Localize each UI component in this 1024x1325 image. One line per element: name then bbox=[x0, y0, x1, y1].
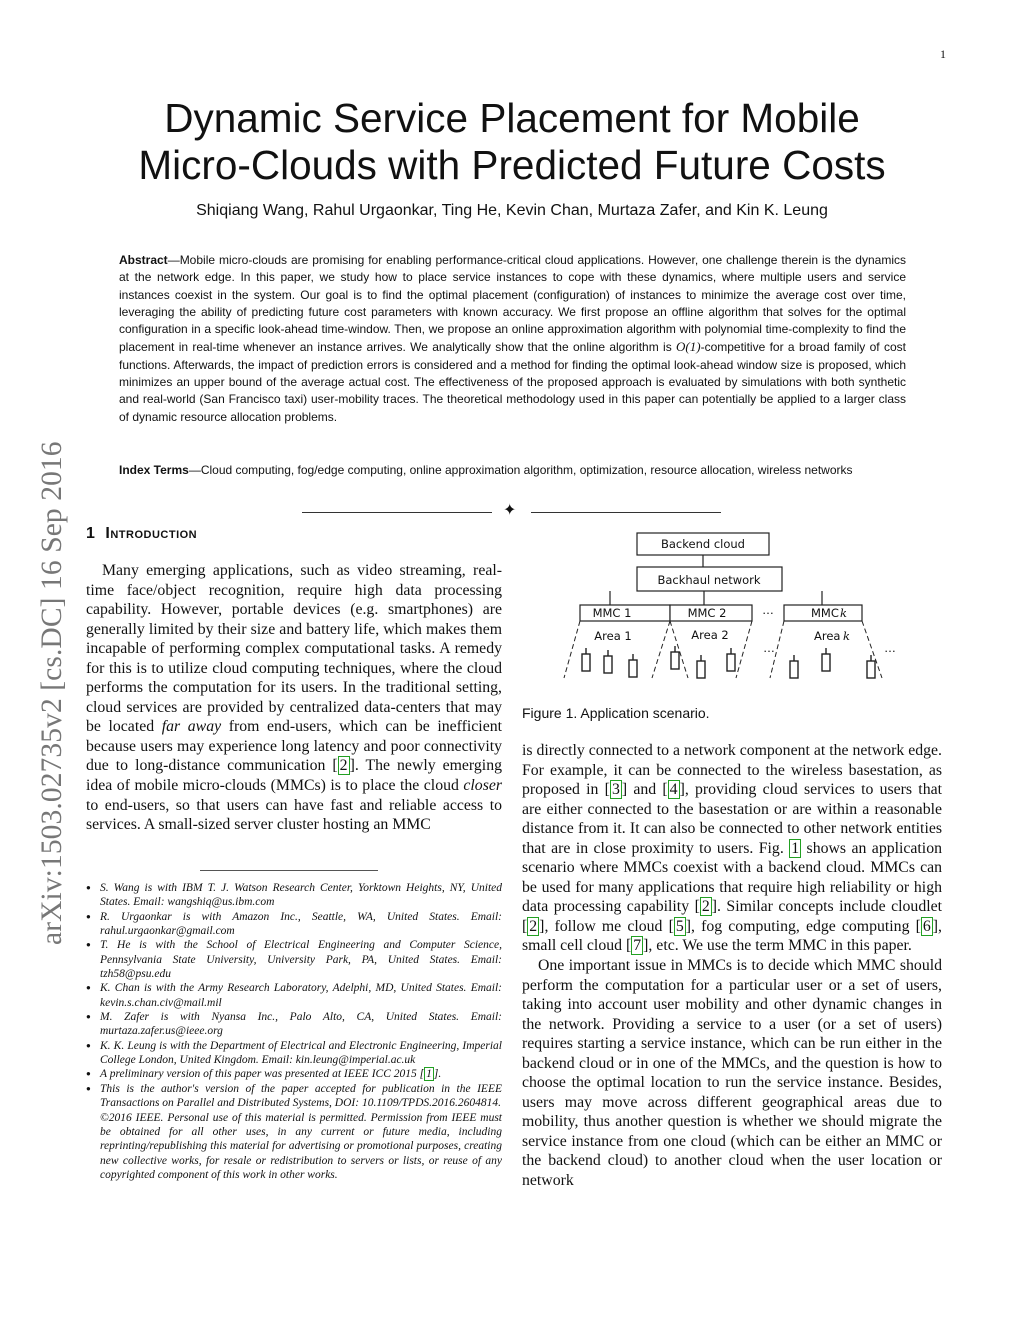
intro-right-text-b: and bbox=[627, 781, 663, 799]
section-number: 1 bbox=[86, 525, 96, 542]
intro-emphasis-far-away: far away bbox=[161, 718, 222, 736]
abstract-text-part-1: Mobile micro-clouds are promising for enabling performance-critical cloud applications. However, one challenge therein is the dynamics at the network edge. In this paper, we study how to place service instances to cope with these dynamics, where multiple users and service instances coexist in the system. Our goal is to find the optimal placement (configuration) of instances to minimize the average cost over time, leveraging the ability of predicting future cost parameters with known accuracy. We first propose an offline algorithm that solves for the optimal configuration in a specific look-ahead time-window. Then, we propose an online approximation algorithm with polynomial time-complexity to find the placement in real-time whenever an instance arrives. We analytically show that the online algorithm is bbox=[119, 253, 906, 355]
abstract-label: Abstract bbox=[119, 253, 168, 267]
intro-p1-text-d: to end-users, so that users can have fast and reliable access to services. A small-sized server cluster hosting an MMC bbox=[86, 796, 502, 834]
index-terms bbox=[119, 462, 906, 479]
intro-paragraph-2: One important issue in MMCs is to decide which MMC should perform the computation for a particular user or a set of users, taking into account user mobility and other dynamic changes in the network. Providing a service to a user (or a set of users) requires starting a service instance, which can be run either in the backend cloud or in one of the MMCs, and the question is how to choose the optimal location to run the service instance. Besides, users may move across different geographical areas due to mobility, thus another question is whether we should migrate the service instance from one cloud (which can be either an MMC or the backend cloud) to another cloud when the user location or network bbox=[522, 957, 942, 1190]
footnote-urgaonkar: ● R. Urgaonkar is with Amazon Inc., Seattle, WA, United States. Email: rahul.urgaonkar@gmail.com bbox=[86, 910, 502, 939]
citation-link-3[interactable]: 3 bbox=[611, 781, 620, 799]
intro-right-text-h: , small cell cloud bbox=[522, 917, 942, 955]
citation-link-7[interactable]: 7 bbox=[633, 937, 642, 955]
abstract-dash: — bbox=[167, 253, 180, 267]
intro-paragraph-1: Many emerging applications, such as video streaming, real-time face/object recognition, require high data processing capability. However, portable devices (e.g. smartphones) are generally limited by their size and battery life, which makes them incapable of performing complex computational tasks. A remedy for this is to utilize cloud computing techniques, where the cloud performs the computation for its users. In the traditional setting, cloud services are provided by centralized data-centers that may be located far away from end-users, which can be inefficient because users may experience long latency and poor connectivity due to long-distance communication [ 2 ]. The newly emerging idea of mobile micro-clouds (MMCs) is to place the cloud closer to end-users, so that users can have fast and reliable access to services. A small-sized server cluster hosting an MMC bbox=[86, 562, 502, 834]
area-ellipsis: … bbox=[763, 641, 775, 655]
areak-index: k bbox=[843, 629, 850, 643]
area-trailing-ellipsis: … bbox=[884, 641, 896, 655]
mmc-ellipsis: … bbox=[762, 603, 774, 617]
footnote-author-version: ● This is the author's version of the paper accepted for publication in the IEEE Transactions on Parallel and Distributed Systems, DOI: 10.1109/TPDS.2016.2604814. bbox=[86, 1082, 502, 1111]
intro-right-text-d: shows an application scenario where MMCs coexist with a backend cloud. MMCs can be used for many applications that require high reliability or high data processing capability bbox=[522, 839, 942, 916]
footnote-prelim-text: A preliminary version of this paper was presented at IEEE ICC 2015 bbox=[100, 1068, 420, 1081]
intro-right-text-c: , providing cloud services to users that are either connected to the basestation or are within a reasonable distance from it. It can also be connected to other network entities that are in close proximity to users. Fig. bbox=[522, 781, 942, 857]
author-footnotes bbox=[86, 881, 502, 1182]
footnote-prelim-end: . bbox=[438, 1068, 442, 1081]
footnote-chan: ● K. Chan is with the Army Research Laboratory, Adelphi, MD, United States. Email: kevin.s.chan.civ@mail.mil bbox=[86, 981, 502, 1010]
mobile-device-icon bbox=[604, 656, 612, 673]
abstract-math-big-o: O(1) bbox=[676, 339, 701, 355]
mobile-device-icon bbox=[790, 661, 798, 678]
intro-right-text-f: , follow me cloud bbox=[544, 917, 669, 935]
footnote-copyright: ©2016 IEEE. Personal use of this material is permitted. Permission from IEEE must be obtained for all other uses, in any current or future media, including reprinting/republishing this material for advertising or promotional purposes, creating new collective works, for resale or redistribution to servers or lists, or reuse of any copyrighted component of this work in other works. bbox=[100, 1111, 502, 1181]
mobile-device-icon bbox=[867, 661, 875, 678]
intro-right-text-i: , etc. We use the term MMC in this paper. bbox=[648, 937, 912, 955]
separator-rule-right bbox=[531, 512, 721, 513]
index-terms-text: Cloud computing, fog/edge computing, online approximation algorithm, optimization, resource allocation, wireless networks bbox=[200, 463, 853, 477]
mmc1-label: MMC 1 bbox=[592, 606, 632, 620]
citation-link-5[interactable]: 5 bbox=[675, 917, 684, 935]
mobile-device-icon bbox=[822, 654, 830, 671]
intro-right-column bbox=[522, 741, 942, 1191]
mobile-device-icon bbox=[671, 652, 679, 669]
intro-p1-text-c: . The newly emerging idea of mobile micro-clouds (MMCs) is to place the cloud bbox=[86, 757, 502, 795]
mobile-devices bbox=[582, 652, 875, 678]
citation-link-2[interactable]: 2 bbox=[701, 898, 710, 916]
abstract bbox=[119, 252, 906, 426]
backhaul-network-label: Backhaul network bbox=[657, 573, 761, 587]
citation-link-4[interactable]: 4 bbox=[669, 781, 678, 799]
mobile-device-icon bbox=[727, 654, 735, 671]
footnote-he: ● T. He is with the School of Electrical Engineering and Computer Science, Pennsylvania State University, University Park, PA, United States. Email: tzh58@psu.edu bbox=[86, 938, 502, 981]
abstract-text-part-2: -competitive for a broad family of cost functions. Afterwards, the impact of prediction errors is considered and a method for finding the optimal look-ahead window size is proposed, which minimizes an upper bound of the average actual cost. The effectiveness of the proposed approach is evaluated by simulations with both synthetic and real-world (San Francisco taxi) user-mobility traces. The theoretical methodology used in this paper can potentially be applied to a larger class of dynamic resource allocation problems. bbox=[119, 340, 906, 424]
mobile-device-icon bbox=[697, 661, 705, 678]
citation-link-1[interactable]: 1 bbox=[426, 1068, 432, 1081]
arxiv-identifier-stamp: arXiv:1503.02735v2 [cs.DC] 16 Sep 2016 bbox=[36, 441, 68, 945]
page-number: 1 bbox=[940, 47, 946, 61]
footnote-wang: ● S. Wang is with IBM T. J. Watson Research Center, Yorktown Heights, NY, United States. Email: wangshiq@us.ibm.com bbox=[86, 881, 502, 910]
footnote-rule bbox=[200, 870, 378, 871]
area2-label: Area 2 bbox=[691, 628, 729, 642]
index-terms-dash: — bbox=[188, 463, 201, 477]
section-heading-introduction bbox=[86, 525, 197, 543]
mmck-label: MMC bbox=[811, 606, 839, 620]
scenario-diagram bbox=[560, 528, 910, 696]
area1-label: Area 1 bbox=[594, 629, 632, 643]
areak-label: Area bbox=[814, 629, 841, 643]
index-terms-label: Index Terms bbox=[119, 463, 189, 477]
citation-link-2[interactable]: 2 bbox=[339, 757, 348, 775]
intro-p1-text-a: Many emerging applications, such as video streaming, real-time face/object recognition, require high data processing capability. However, portable devices (e.g. smartphones) are generally limited by their size and battery life, which makes them incapable of performing complex computational tasks. A remedy for this is to utilize cloud computing techniques, where the cloud performs the computation for its users. In the traditional setting, cloud services are provided by centralized data-centers that may be located bbox=[86, 562, 502, 736]
mmck-index: k bbox=[840, 606, 847, 620]
figure-caption: Figure 1. Application scenario. bbox=[522, 705, 710, 721]
separator-rule-left bbox=[302, 512, 492, 513]
mobile-device-icon bbox=[629, 660, 637, 677]
citation-link-6[interactable]: 6 bbox=[922, 917, 931, 935]
intro-left-column bbox=[86, 561, 502, 835]
figure-application-scenario bbox=[560, 528, 910, 696]
title-line-2: Micro-Clouds with Predicted Future Costs bbox=[138, 142, 886, 188]
separator-star-icon: ✦ bbox=[503, 502, 517, 519]
figure-link-1[interactable]: 1 bbox=[791, 839, 800, 857]
paper-title bbox=[110, 95, 914, 189]
author-list: Shiqiang Wang, Rahul Urgaonkar, Ting He, Kevin Chan, Murtaza Zafer, and Kin K. Leung bbox=[196, 202, 828, 219]
citation-link-2[interactable]: 2 bbox=[529, 917, 538, 935]
backend-cloud-label: Backend cloud bbox=[661, 537, 745, 551]
intro-emphasis-closer: closer bbox=[463, 777, 502, 795]
section-title-text: Introduction bbox=[105, 525, 198, 542]
mobile-device-icon bbox=[582, 654, 590, 671]
footnote-zafer: ● M. Zafer is with Nyansa Inc., Palo Alto, CA, United States. Email: murtaza.zafer.us@ieee.org bbox=[86, 1010, 502, 1039]
intro-right-text-g: , fog computing, edge computing bbox=[691, 917, 916, 935]
title-line-1: Dynamic Service Placement for Mobile bbox=[164, 95, 860, 141]
footnote-preliminary-version: ● A preliminary version of this paper was presented at IEEE ICC 2015 [ 1 ]. bbox=[86, 1067, 502, 1081]
intro-p1-text-b: from end-users, which can be inefficient because users may experience long latency and poor connectivity due to long-distance communication bbox=[86, 718, 502, 775]
mmc2-label: MMC 2 bbox=[687, 606, 727, 620]
intro-right-text-a: is directly connected to a network component at the network edge. For example, it can be connected to the wireless basestation, as proposed in bbox=[522, 742, 942, 799]
intro-paragraph-1-continued: is directly connected to a network component at the network edge. For example, it can be connected to the wireless basestation, as proposed in [ 3 ] and [ 4 ], providing cloud services to users that are either connected to the basestation or are within a reasonable distance from it. It can also be connected to other network entities that are in close proximity to users. Fig. 1 shows an application scenario where MMCs coexist with a backend cloud. MMCs can be used for many applications that require high reliability or high data processing capability [ 2 ]. Similar concepts include cloudlet [ 2 ], follow me cloud [ 5 ], fog computing, edge computing [ 6 ], small cell cloud [ 7 ], etc. We use the term MMC in this paper. bbox=[522, 742, 943, 955]
intro-right-text-e: . Similar concepts include cloudlet bbox=[717, 898, 943, 916]
footnote-leung: ● K. K. Leung is with the Department of Electrical and Electronic Engineering, Imperial College London, United Kingdom. Email: kin.leung@imperial.ac.uk bbox=[86, 1039, 502, 1068]
